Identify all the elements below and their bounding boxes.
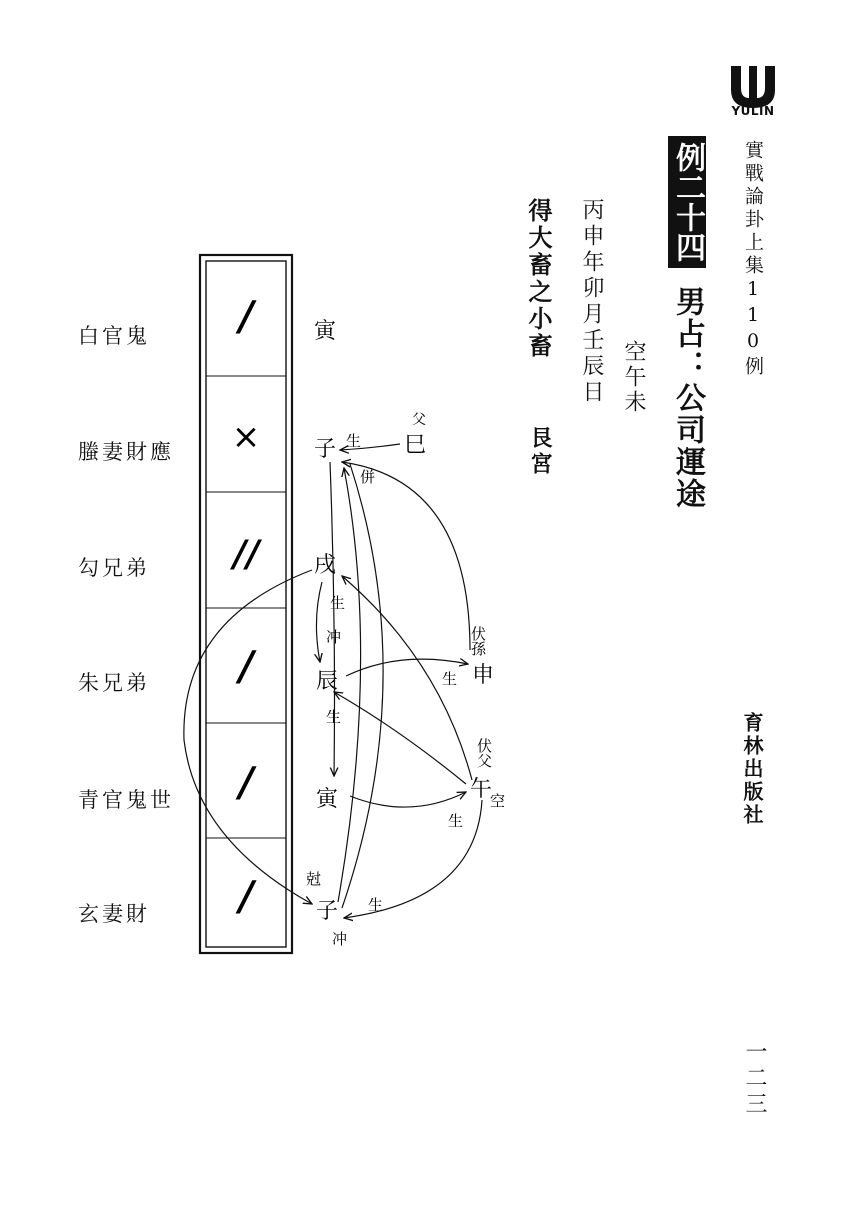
sheng-label-2: 生 <box>330 594 346 612</box>
changed-relation: 父 <box>412 412 426 428</box>
branch-6: 寅 <box>314 319 337 344</box>
empty-branches: 空午未 <box>621 340 646 415</box>
fu-fu-label: 伏父 <box>475 738 493 768</box>
page-number: 一二三 <box>742 1040 767 1118</box>
chong-label-1: 冲 <box>326 628 342 646</box>
line-mark-2: / <box>238 759 254 806</box>
arrow-zi1-to-zi5 <box>338 468 361 902</box>
hexagram-frame <box>200 255 292 953</box>
kong-label: 空 <box>490 792 506 810</box>
line-mark-5: × <box>231 417 261 457</box>
example-label: 例二十四 <box>668 136 706 268</box>
fu-sun-branch: 申 <box>472 663 495 688</box>
branch-4: 戌 <box>314 553 337 578</box>
arrow-wu-to-chen <box>334 692 466 784</box>
bing-label: 併 <box>360 468 376 486</box>
arrow-zi1-from-zi5 <box>342 464 383 908</box>
arrow-shen-to-zi5 <box>342 462 470 650</box>
branch-2: 寅 <box>316 787 339 812</box>
line-mark-1: / <box>238 873 254 920</box>
line-mark-6: / <box>238 293 254 340</box>
line-role-6: 白官鬼 <box>78 324 150 348</box>
line-mark-3: / <box>238 643 254 690</box>
line-role-3: 朱兄弟 <box>78 671 150 695</box>
sheng-label-1: 生 <box>346 432 362 450</box>
line-role-5: 螣妻財應 <box>78 440 174 464</box>
hexagram-name: 得大畜之小畜 <box>524 198 552 360</box>
sheng-label-3: 生 <box>442 670 458 688</box>
line-role-1: 玄妻財 <box>78 902 150 926</box>
fu-fu-branch: 午 <box>470 777 493 802</box>
palace-name: 艮宮 <box>527 426 552 478</box>
line-role-2: 青官鬼世 <box>78 788 174 812</box>
line-role-4: 勾兄弟 <box>78 556 150 580</box>
arrow-yin2-to-wu <box>350 792 466 807</box>
sheng-label-5: 生 <box>448 812 464 830</box>
sheng-label-6: 生 <box>368 896 384 914</box>
date-line: 丙申年卯月壬辰日 <box>579 198 604 406</box>
series-title: 實戰論卦上集110例 <box>742 140 764 379</box>
line-mark-4: // <box>232 533 260 575</box>
branch-5: 子 <box>314 437 337 462</box>
branch-3: 辰 <box>316 669 339 694</box>
fu-sun-label: 伏孫 <box>469 626 487 656</box>
logo-text: YULIN <box>731 104 775 118</box>
sheng-label-4: 生 <box>326 708 342 726</box>
arrow-xu-to-chen <box>316 582 322 662</box>
publisher: 育林出版社 <box>740 712 764 827</box>
arrow-zi5-to-yin2 <box>330 462 335 776</box>
chong-label-2: 冲 <box>332 930 348 948</box>
changed-branch: 巳 <box>404 433 427 458</box>
branch-1: 子 <box>316 899 339 924</box>
headline: 男占：公司運途 <box>670 286 705 510</box>
dui-label: 尅 <box>306 870 322 888</box>
